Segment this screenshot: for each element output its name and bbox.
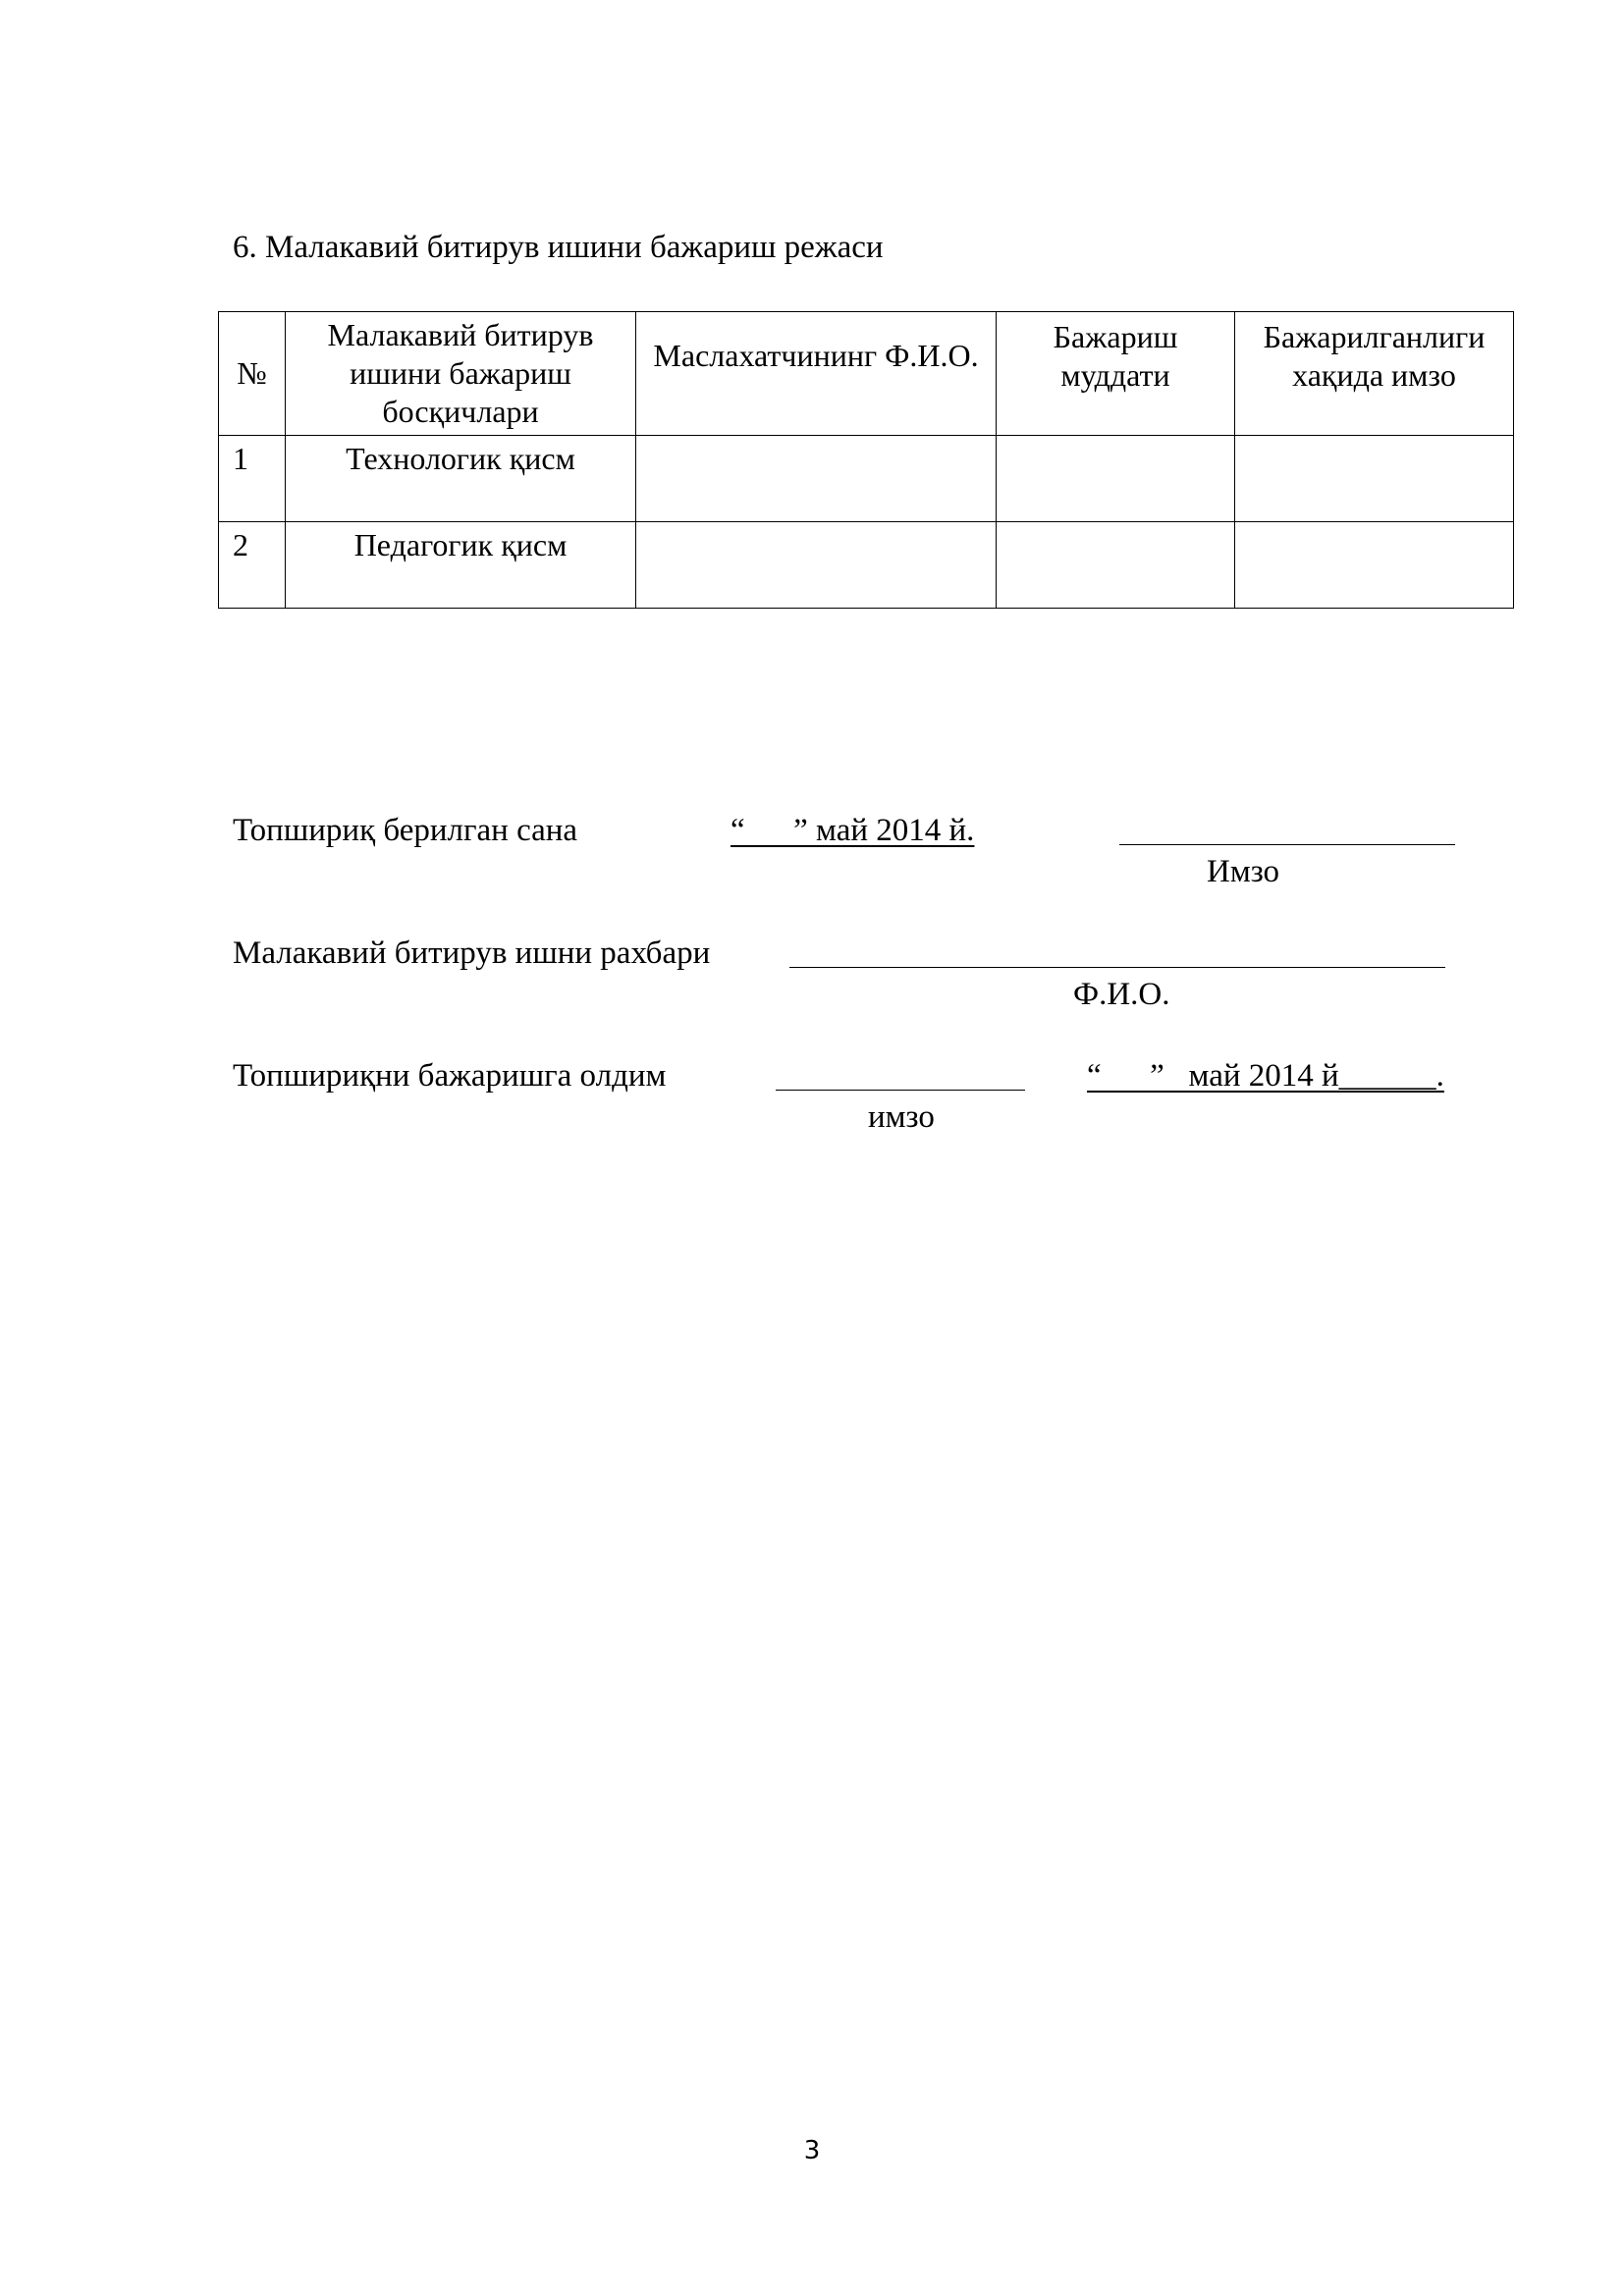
assignment-date-label: Топшириқ берилган сана bbox=[233, 813, 578, 848]
section-title: 6. Малакавий битирув ишини бажариш режаси bbox=[233, 230, 884, 265]
table-row bbox=[219, 436, 1514, 522]
row-number: 1 bbox=[219, 436, 286, 522]
table-header-row bbox=[219, 312, 1514, 436]
row-deadline-cell[interactable] bbox=[997, 522, 1235, 609]
header-deadline: Бажариш муддати bbox=[997, 312, 1235, 436]
supervisor-name-blank[interactable] bbox=[789, 967, 1445, 968]
supervisor-name-caption: Ф.И.О. bbox=[1073, 977, 1170, 1012]
row-number: 2 bbox=[219, 522, 286, 609]
row-signature-cell[interactable] bbox=[1235, 436, 1514, 522]
accepted-signature-blank[interactable] bbox=[776, 1090, 1025, 1091]
row-signature-cell[interactable] bbox=[1235, 522, 1514, 609]
accepted-label: Топшириқни бажаришга олдим bbox=[233, 1058, 667, 1094]
supervisor-label: Малакавий битирув ишни рахбари bbox=[233, 935, 711, 971]
plan-table bbox=[218, 311, 1514, 609]
accepted-signature-caption: имзо bbox=[868, 1099, 935, 1135]
row-consultant-cell[interactable] bbox=[636, 436, 997, 522]
header-number: № bbox=[219, 312, 286, 436]
page-number: 3 bbox=[803, 2136, 821, 2165]
assignment-date-text: “ ” май 2014 й. bbox=[731, 813, 975, 848]
accepted-date-value bbox=[1087, 1056, 1444, 1095]
row-consultant-cell[interactable] bbox=[636, 522, 997, 609]
header-signature: Бажарилганлиги хақида имзо bbox=[1235, 312, 1514, 436]
assignment-signature-caption: Имзо bbox=[1207, 854, 1280, 889]
row-stage: Педагогик қисм bbox=[286, 522, 636, 609]
assignment-date-value bbox=[731, 811, 974, 850]
row-stage: Технологик қисм bbox=[286, 436, 636, 522]
header-stages: Малакавий битирув ишини бажариш босқичлари bbox=[286, 312, 636, 436]
row-deadline-cell[interactable] bbox=[997, 436, 1235, 522]
assignment-signature-blank[interactable] bbox=[1119, 844, 1455, 845]
header-consultant: Маслахатчининг Ф.И.О. bbox=[636, 312, 997, 436]
table-row bbox=[219, 522, 1514, 609]
accepted-date-text: “ ” май 2014 й______. bbox=[1087, 1058, 1444, 1094]
